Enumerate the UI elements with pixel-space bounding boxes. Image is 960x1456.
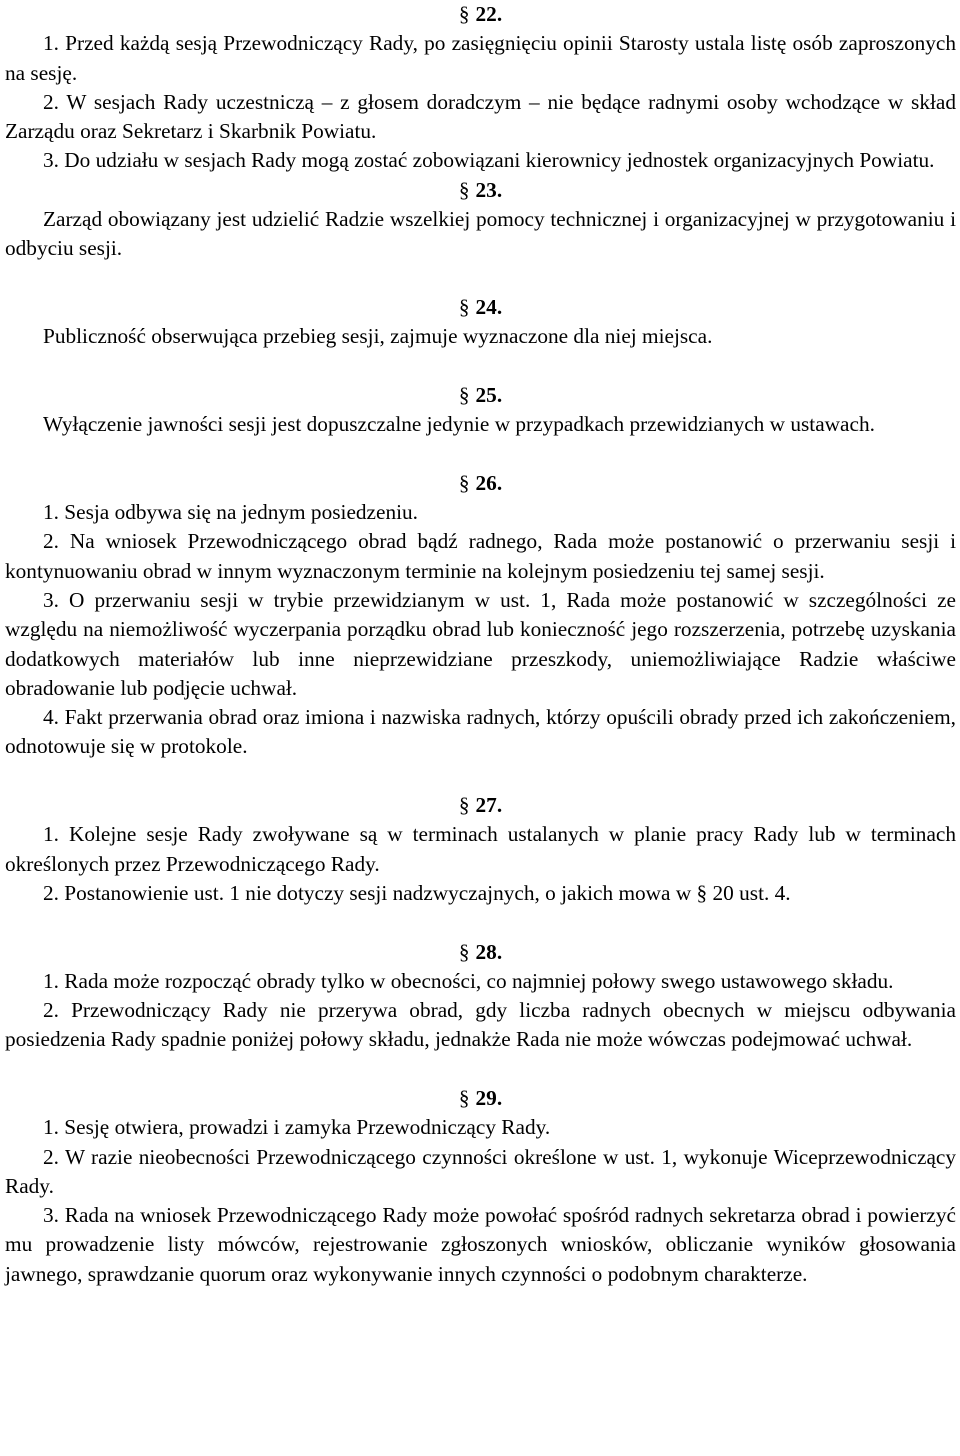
section-symbol: §: [458, 1085, 470, 1110]
section-27: [5, 791, 956, 908]
section-number: 27.: [475, 793, 503, 818]
section-25: [5, 381, 956, 440]
paragraph: 2. W razie nieobecności Przewodniczącego czynności określone w ust. 1, wykonuje Wiceprzewodniczący Rady.: [5, 1144, 956, 1198]
paragraph: 1. Kolejne sesje Rady zwoływane są w terminach ustalanych w planie pracy Rady lub w terminach określonych przez Przewodniczącego Rady.: [5, 822, 956, 876]
section-number: 23.: [475, 177, 503, 202]
section-number: 22.: [475, 2, 503, 26]
spacer: [5, 762, 956, 791]
section-symbol: §: [458, 177, 470, 202]
section-26: [5, 469, 956, 762]
section-28: [5, 938, 956, 1055]
section-heading: [5, 381, 956, 410]
section-23: [5, 176, 956, 264]
paragraph: Wyłączenie jawności sesji jest dopuszczalne jedynie w przypadkach przewidzianych w ustawach.: [43, 412, 875, 437]
paragraph: 3. Rada na wniosek Przewodniczącego Rady może powołać spośród radnych sekretarza obrad i powierzyć mu prowadzenie listy mówców, rejestrowanie zgłoszonych wniosków, obliczanie wyników głosowania jawnego, sprawdzanie quorum oraz wykonywanie innych czynności o podobnym charakterze.: [5, 1203, 956, 1286]
section-symbol: §: [458, 382, 470, 407]
paragraph: Publiczność obserwująca przebieg sesji, zajmuje wyznaczone dla niej miejsca.: [43, 324, 713, 349]
section-symbol: §: [458, 294, 470, 319]
section-29: [5, 1084, 956, 1289]
spacer: [5, 908, 956, 937]
paragraph: 2. Postanowienie ust. 1 nie dotyczy sesji nadzwyczajnych, o jakich mowa w § 20 ust. 4.: [43, 880, 791, 905]
section-heading: [5, 469, 956, 498]
spacer: [5, 439, 956, 468]
section-number: 28.: [475, 939, 503, 964]
paragraph: 3. Do udziału w sesjach Rady mogą zostać zobowiązani kierownicy jednostek organizacyjnych Powiatu.: [43, 148, 935, 173]
section-symbol: §: [458, 2, 470, 26]
section-symbol: §: [458, 793, 470, 818]
section-24: [5, 293, 956, 352]
section-22: [5, 0, 956, 176]
section-symbol: §: [458, 939, 470, 964]
paragraph: 1. Rada może rozpocząć obrady tylko w obecności, co najmniej połowy swego ustawowego składu.: [43, 968, 894, 993]
spacer: [5, 1055, 956, 1084]
section-heading: [5, 0, 956, 29]
section-heading: [5, 938, 956, 967]
paragraph: Zarząd obowiązany jest udzielić Radzie wszelkiej pomocy technicznej i organizacyjnej w przygotowaniu i odbyciu sesji.: [5, 207, 956, 261]
spacer: [5, 264, 956, 293]
paragraph: 2. W sesjach Rady uczestniczą – z głosem doradczym – nie będące radnymi osoby wchodzące w skład Zarządu oraz Sekretarz i Skarbnik Powiatu.: [5, 89, 956, 144]
paragraph: 2. Przewodniczący Rady nie przerywa obrad, gdy liczba radnych obecnych w miejscu odbywania posiedzenia Rady spadnie poniżej połowy składu, jednakże Rada nie może wówczas podejmować uchwał.: [5, 998, 956, 1052]
section-number: 26.: [475, 470, 503, 495]
section-heading: [5, 293, 956, 322]
section-symbol: §: [458, 470, 470, 495]
section-heading: [5, 176, 956, 205]
spacer: [5, 352, 956, 381]
paragraph: 2. Na wniosek Przewodniczącego obrad bądź radnego, Rada może postanowić o przerwaniu sesji i kontynuowaniu obrad w innym wyznaczonym terminie na kolejnym posiedzeniu tej samej sesji.: [5, 529, 956, 583]
section-number: 24.: [475, 294, 503, 319]
section-number: 29.: [475, 1085, 503, 1110]
paragraph: 1. Przed każdą sesją Przewodniczący Rady, po zasięgnięciu opinii Starosty ustala listę osób zaproszonych na sesję.: [5, 31, 956, 85]
paragraph: 1. Sesja odbywa się na jednym posiedzeniu.: [43, 500, 418, 525]
paragraph: 1. Sesję otwiera, prowadzi i zamyka Przewodniczący Rady.: [43, 1115, 551, 1140]
section-heading: [5, 791, 956, 820]
section-heading: [5, 1084, 956, 1113]
paragraph: 4. Fakt przerwania obrad oraz imiona i nazwiska radnych, którzy opuścili obrady przed ich zakończeniem, odnotowuje się w protokole.: [5, 705, 956, 759]
document-page: [5, 0, 956, 1289]
paragraph: 3. O przerwaniu sesji w trybie przewidzianym w ust. 1, Rada może postanowić w szczególności ze względu na niemożliwość wyczerpania porządku obrad lub konieczność jego rozszerzenia, potrzebę uzyskania dodatkowych materiałów lub inne nieprzewidziane przeszkody, uniemożliwiające Radzie właściwe obradowanie lub podjęcie uchwał.: [5, 587, 956, 700]
section-number: 25.: [475, 382, 503, 407]
